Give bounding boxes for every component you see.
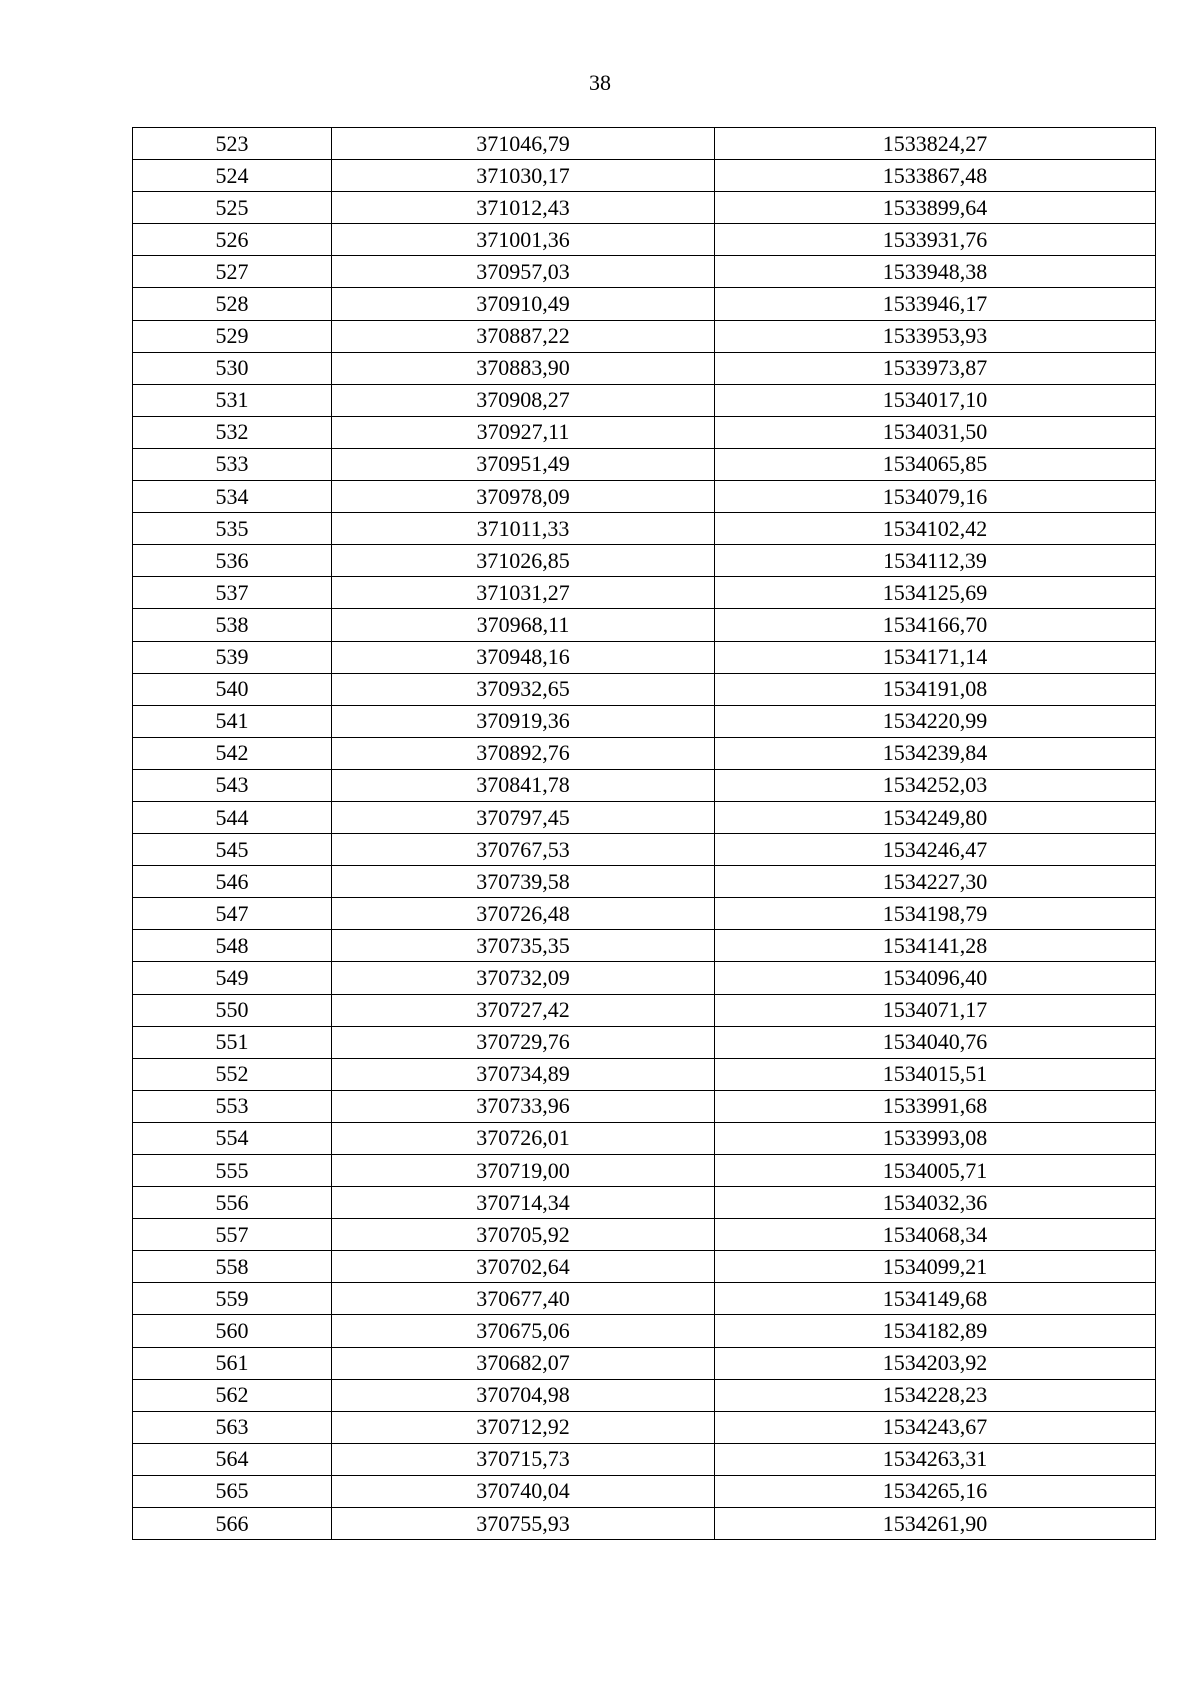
point-number-cell: 532 [133, 416, 332, 448]
y-coordinate-cell: 1534005,71 [715, 1155, 1156, 1187]
point-number-cell: 533 [133, 448, 332, 480]
x-coordinate-cell: 371026,85 [332, 545, 715, 577]
x-coordinate-cell: 370677,40 [332, 1283, 715, 1315]
table-row [133, 898, 1156, 930]
point-number-cell: 531 [133, 384, 332, 416]
y-coordinate-cell: 1534068,34 [715, 1219, 1156, 1251]
x-coordinate-cell: 370951,49 [332, 448, 715, 480]
y-coordinate-cell: 1534171,14 [715, 641, 1156, 673]
table-row [133, 962, 1156, 994]
x-coordinate-cell: 370908,27 [332, 384, 715, 416]
table-row [133, 705, 1156, 737]
x-coordinate-cell: 370968,11 [332, 609, 715, 641]
y-coordinate-cell: 1534040,76 [715, 1026, 1156, 1058]
point-number-cell: 550 [133, 994, 332, 1026]
y-coordinate-cell: 1534182,89 [715, 1315, 1156, 1347]
table-row [133, 192, 1156, 224]
x-coordinate-cell: 371011,33 [332, 513, 715, 545]
y-coordinate-cell: 1533931,76 [715, 224, 1156, 256]
y-coordinate-cell: 1534252,03 [715, 769, 1156, 801]
table-row [133, 481, 1156, 513]
point-number-cell: 536 [133, 545, 332, 577]
x-coordinate-cell: 371046,79 [332, 128, 715, 160]
point-number-cell: 535 [133, 513, 332, 545]
y-coordinate-cell: 1534065,85 [715, 448, 1156, 480]
y-coordinate-cell: 1534015,51 [715, 1058, 1156, 1090]
table-row [133, 834, 1156, 866]
point-number-cell: 546 [133, 866, 332, 898]
y-coordinate-cell: 1534191,08 [715, 673, 1156, 705]
table-row [133, 1058, 1156, 1090]
y-coordinate-cell: 1533867,48 [715, 160, 1156, 192]
table-row [133, 1379, 1156, 1411]
table-row [133, 320, 1156, 352]
y-coordinate-cell: 1534071,17 [715, 994, 1156, 1026]
point-number-cell: 551 [133, 1026, 332, 1058]
y-coordinate-cell: 1534125,69 [715, 577, 1156, 609]
table-row [133, 577, 1156, 609]
y-coordinate-cell: 1534249,80 [715, 801, 1156, 833]
table-row [133, 609, 1156, 641]
point-number-cell: 556 [133, 1187, 332, 1219]
coordinates-table-body [133, 128, 1156, 1540]
y-coordinate-cell: 1534032,36 [715, 1187, 1156, 1219]
x-coordinate-cell: 370714,34 [332, 1187, 715, 1219]
table-row [133, 866, 1156, 898]
x-coordinate-cell: 370712,92 [332, 1411, 715, 1443]
table-row [133, 1411, 1156, 1443]
y-coordinate-cell: 1533948,38 [715, 256, 1156, 288]
point-number-cell: 562 [133, 1379, 332, 1411]
point-number-cell: 552 [133, 1058, 332, 1090]
x-coordinate-cell: 371012,43 [332, 192, 715, 224]
point-number-cell: 542 [133, 737, 332, 769]
table-row [133, 1475, 1156, 1507]
y-coordinate-cell: 1533991,68 [715, 1090, 1156, 1122]
table-row [133, 1251, 1156, 1283]
y-coordinate-cell: 1534102,42 [715, 513, 1156, 545]
x-coordinate-cell: 370740,04 [332, 1475, 715, 1507]
table-row [133, 769, 1156, 801]
y-coordinate-cell: 1533824,27 [715, 128, 1156, 160]
point-number-cell: 529 [133, 320, 332, 352]
table-row [133, 1122, 1156, 1154]
x-coordinate-cell: 371030,17 [332, 160, 715, 192]
x-coordinate-cell: 370910,49 [332, 288, 715, 320]
x-coordinate-cell: 370733,96 [332, 1090, 715, 1122]
table-row [133, 1283, 1156, 1315]
table-row [133, 994, 1156, 1026]
point-number-cell: 534 [133, 481, 332, 513]
table-row [133, 1315, 1156, 1347]
x-coordinate-cell: 370675,06 [332, 1315, 715, 1347]
table-row [133, 673, 1156, 705]
point-number-cell: 549 [133, 962, 332, 994]
table-row [133, 1219, 1156, 1251]
x-coordinate-cell: 370841,78 [332, 769, 715, 801]
x-coordinate-cell: 370797,45 [332, 801, 715, 833]
x-coordinate-cell: 370883,90 [332, 352, 715, 384]
table-row [133, 1090, 1156, 1122]
point-number-cell: 524 [133, 160, 332, 192]
point-number-cell: 559 [133, 1283, 332, 1315]
table-row [133, 160, 1156, 192]
point-number-cell: 560 [133, 1315, 332, 1347]
table-row [133, 288, 1156, 320]
y-coordinate-cell: 1533953,93 [715, 320, 1156, 352]
table-row [133, 1155, 1156, 1187]
x-coordinate-cell: 370729,76 [332, 1026, 715, 1058]
point-number-cell: 563 [133, 1411, 332, 1443]
table-row [133, 1443, 1156, 1475]
point-number-cell: 539 [133, 641, 332, 673]
x-coordinate-cell: 370727,42 [332, 994, 715, 1026]
table-row [133, 801, 1156, 833]
y-coordinate-cell: 1534198,79 [715, 898, 1156, 930]
table-row [133, 352, 1156, 384]
point-number-cell: 541 [133, 705, 332, 737]
x-coordinate-cell: 370726,01 [332, 1122, 715, 1154]
x-coordinate-cell: 370734,89 [332, 1058, 715, 1090]
point-number-cell: 523 [133, 128, 332, 160]
y-coordinate-cell: 1534263,31 [715, 1443, 1156, 1475]
table-row [133, 448, 1156, 480]
point-number-cell: 543 [133, 769, 332, 801]
x-coordinate-cell: 370892,76 [332, 737, 715, 769]
y-coordinate-cell: 1534017,10 [715, 384, 1156, 416]
point-number-cell: 564 [133, 1443, 332, 1475]
table-row [133, 128, 1156, 160]
y-coordinate-cell: 1534243,67 [715, 1411, 1156, 1443]
y-coordinate-cell: 1534149,68 [715, 1283, 1156, 1315]
point-number-cell: 547 [133, 898, 332, 930]
point-number-cell: 565 [133, 1475, 332, 1507]
y-coordinate-cell: 1534228,23 [715, 1379, 1156, 1411]
x-coordinate-cell: 370887,22 [332, 320, 715, 352]
y-coordinate-cell: 1533946,17 [715, 288, 1156, 320]
table-row [133, 641, 1156, 673]
table-row [133, 384, 1156, 416]
x-coordinate-cell: 370739,58 [332, 866, 715, 898]
point-number-cell: 545 [133, 834, 332, 866]
point-number-cell: 548 [133, 930, 332, 962]
point-number-cell: 544 [133, 801, 332, 833]
y-coordinate-cell: 1533973,87 [715, 352, 1156, 384]
y-coordinate-cell: 1534227,30 [715, 866, 1156, 898]
x-coordinate-cell: 370932,65 [332, 673, 715, 705]
y-coordinate-cell: 1534166,70 [715, 609, 1156, 641]
x-coordinate-cell: 370957,03 [332, 256, 715, 288]
x-coordinate-cell: 370715,73 [332, 1443, 715, 1475]
point-number-cell: 538 [133, 609, 332, 641]
point-number-cell: 555 [133, 1155, 332, 1187]
x-coordinate-cell: 370948,16 [332, 641, 715, 673]
y-coordinate-cell: 1533993,08 [715, 1122, 1156, 1154]
point-number-cell: 553 [133, 1090, 332, 1122]
table-row [133, 1026, 1156, 1058]
point-number-cell: 528 [133, 288, 332, 320]
table-row [133, 545, 1156, 577]
y-coordinate-cell: 1534079,16 [715, 481, 1156, 513]
table-row [133, 416, 1156, 448]
x-coordinate-cell: 370682,07 [332, 1347, 715, 1379]
x-coordinate-cell: 370702,64 [332, 1251, 715, 1283]
y-coordinate-cell: 1533899,64 [715, 192, 1156, 224]
x-coordinate-cell: 370705,92 [332, 1219, 715, 1251]
table-row [133, 930, 1156, 962]
table-row [133, 513, 1156, 545]
y-coordinate-cell: 1534203,92 [715, 1347, 1156, 1379]
table-row [133, 1187, 1156, 1219]
x-coordinate-cell: 370726,48 [332, 898, 715, 930]
x-coordinate-cell: 371001,36 [332, 224, 715, 256]
x-coordinate-cell: 370732,09 [332, 962, 715, 994]
point-number-cell: 566 [133, 1508, 332, 1540]
y-coordinate-cell: 1534261,90 [715, 1508, 1156, 1540]
y-coordinate-cell: 1534246,47 [715, 834, 1156, 866]
y-coordinate-cell: 1534099,21 [715, 1251, 1156, 1283]
x-coordinate-cell: 370919,36 [332, 705, 715, 737]
x-coordinate-cell: 370704,98 [332, 1379, 715, 1411]
point-number-cell: 527 [133, 256, 332, 288]
x-coordinate-cell: 370719,00 [332, 1155, 715, 1187]
table-row [133, 1508, 1156, 1540]
point-number-cell: 557 [133, 1219, 332, 1251]
table-row [133, 256, 1156, 288]
x-coordinate-cell: 371031,27 [332, 577, 715, 609]
x-coordinate-cell: 370978,09 [332, 481, 715, 513]
point-number-cell: 525 [133, 192, 332, 224]
coordinates-table [132, 127, 1156, 1540]
point-number-cell: 561 [133, 1347, 332, 1379]
point-number-cell: 554 [133, 1122, 332, 1154]
point-number-cell: 530 [133, 352, 332, 384]
page-number: 38 [589, 70, 611, 95]
y-coordinate-cell: 1534112,39 [715, 545, 1156, 577]
table-row [133, 1347, 1156, 1379]
y-coordinate-cell: 1534031,50 [715, 416, 1156, 448]
x-coordinate-cell: 370735,35 [332, 930, 715, 962]
x-coordinate-cell: 370767,53 [332, 834, 715, 866]
point-number-cell: 558 [133, 1251, 332, 1283]
y-coordinate-cell: 1534265,16 [715, 1475, 1156, 1507]
y-coordinate-cell: 1534239,84 [715, 737, 1156, 769]
x-coordinate-cell: 370755,93 [332, 1508, 715, 1540]
table-row [133, 224, 1156, 256]
y-coordinate-cell: 1534220,99 [715, 705, 1156, 737]
point-number-cell: 537 [133, 577, 332, 609]
y-coordinate-cell: 1534096,40 [715, 962, 1156, 994]
y-coordinate-cell: 1534141,28 [715, 930, 1156, 962]
point-number-cell: 540 [133, 673, 332, 705]
x-coordinate-cell: 370927,11 [332, 416, 715, 448]
point-number-cell: 526 [133, 224, 332, 256]
table-row [133, 737, 1156, 769]
